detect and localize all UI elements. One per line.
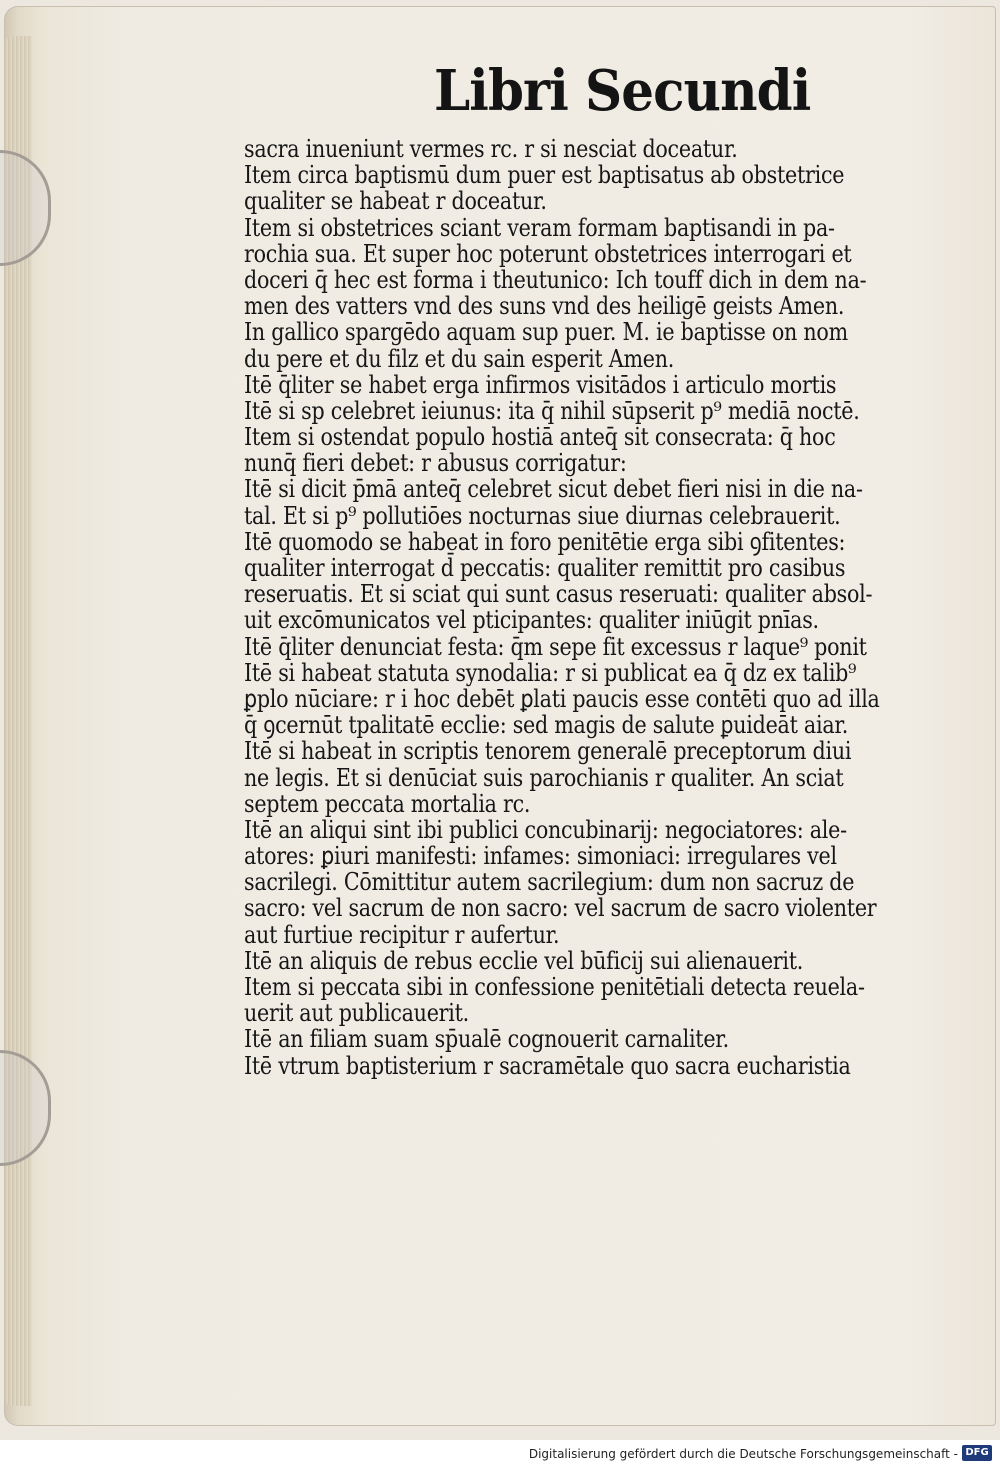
text-line: Item si peccata sibi in confessione penitētiali detecta reuela- xyxy=(244,973,865,1001)
text-line: septem peccata mortalia rc. xyxy=(244,789,531,818)
text-line: reseruatis. Et si sciat qui sunt casus reseruati: qualiter absol- xyxy=(244,580,873,609)
text-line: uerit aut publicauerit. xyxy=(244,999,469,1028)
page-heading: Libri Secundi xyxy=(434,58,811,124)
text-line: ꝑplo nūciare: r i hoc debēt ꝑlati paucis esse contēti quo ad illa xyxy=(244,684,880,713)
text-line: doceri q̄ hec est forma i theutunico: Ich touff dich in dem na- xyxy=(244,265,867,294)
text-block xyxy=(244,136,914,1079)
text-line: Itē q̄liter se habet erga infirmos visitādos i articulo mortis xyxy=(244,370,837,399)
text-line: du pere et du filz et du sain esperit Amen. xyxy=(244,344,675,373)
text-line: Itē si dicit p̄mā anteq̄ celebret sicut debet fieri nisi in die na- xyxy=(244,475,863,504)
text-line: rochia sua. Et super hoc poterunt obstetrices interrogari et xyxy=(244,239,852,268)
footer-bar xyxy=(0,1440,1000,1471)
text-line: Itē q̄liter denunciat festa: q̄m sepe fit excessus r laque⁹ ponit xyxy=(244,632,867,661)
text-line: Itē quomodo se habeat in foro penitētie erga sibi ꝯfitentes: xyxy=(244,527,846,556)
text-line: ne legis. Et si denūciat suis parochianis r qualiter. An sciat xyxy=(244,763,844,792)
text-line: aut furtiue recipitur r aufertur. xyxy=(244,920,560,949)
text-line: sacro: vel sacrum de non sacro: vel sacrum de sacro violenter xyxy=(244,894,877,923)
text-line: qualiter interrogat d̄ peccatis: qualiter remittit pro casibus xyxy=(244,554,846,582)
dfg-logo: DFG xyxy=(962,1445,992,1461)
text-line: q̄ ꝯcernūt tpalitatē ecclie: sed magis de salute ꝑuideāt aiar. xyxy=(244,711,849,740)
text-line: nunq̄ fieri debet: r abusus corrigatur: xyxy=(244,449,627,478)
text-line: sacra inueniunt vermes rc. r si nesciat doceatur. xyxy=(244,135,738,163)
text-line: men des vatters vnd des suns vnd des heiligē geists Amen. xyxy=(244,292,845,321)
text-line: Itē an aliquis de rebus ecclie vel būficij sui alienauerit. xyxy=(244,946,804,975)
text-line: uit excōmunicatos vel pticipantes: qualiter iniūgit pnīas. xyxy=(244,606,819,635)
text-line: In gallico spargēdo aquam sup puer. M. ie baptisse on nom xyxy=(244,318,848,347)
text-line: qualiter se habeat r doceatur. xyxy=(244,187,547,216)
text-line: Itē an aliqui sint ibi publici concubinarij: negociatores: ale- xyxy=(244,815,847,844)
text-line: Itē si sp celebret ieiunus: ita q̄ nihil sūpserit p⁹ mediā noctē. xyxy=(244,396,860,425)
text-line: Itē si habeat statuta synodalia: r si publicat ea q̄ dz ex talib⁹ xyxy=(244,658,857,687)
text-line: sacrilegi. Cōmittitur autem sacrilegium: dum non sacruz de xyxy=(244,868,855,897)
text-line: Item circa baptismū dum puer est baptisatus ab obstetrice xyxy=(244,161,845,190)
footer-credit: Digitalisierung gefördert durch die Deutsche Forschungsgemeinschaft - xyxy=(528,1447,958,1461)
text-line: Itē vtrum baptisterium r sacramētale quo sacra eucharistia xyxy=(244,1051,851,1080)
text-line: atores: ꝑiuri manifesti: infames: simoniaci: irregulares vel xyxy=(244,842,837,871)
book-page xyxy=(4,6,996,1426)
text-line: Itē an filiam suam sp̄ualē cognouerit carnaliter. xyxy=(244,1025,729,1054)
text-line: Itē si habeat in scriptis tenorem generalē preceptorum diui xyxy=(244,737,852,766)
text-line: Item si ostendat populo hostiā anteq̄ sit consecrata: q̄ hoc xyxy=(244,423,836,452)
text-line: tal. Et si p⁹ pollutiōes nocturnas siue diurnas celebrauerit. xyxy=(244,501,841,530)
text-line: Item si obstetrices sciant veram formam baptisandi in pa- xyxy=(244,213,835,242)
